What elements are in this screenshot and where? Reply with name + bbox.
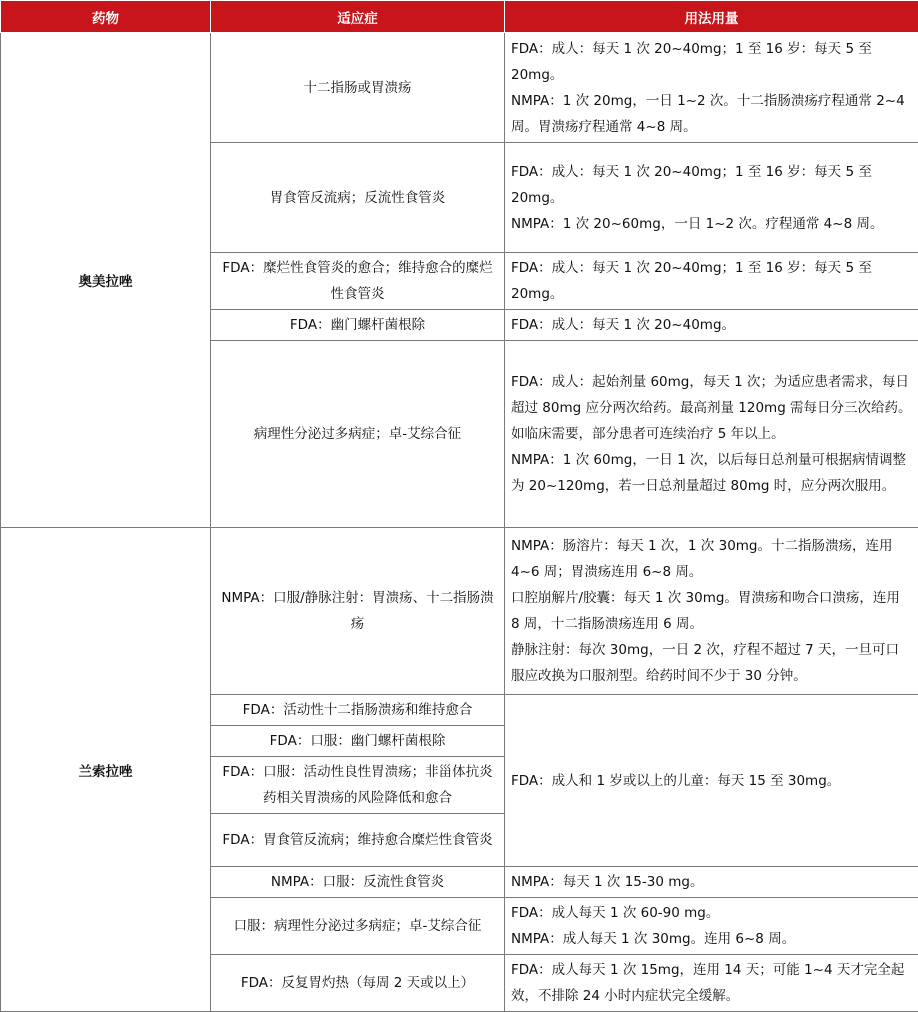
dosage-cell bbox=[505, 867, 918, 898]
header-dosage: 用法用量 bbox=[505, 1, 918, 33]
indication-cell: NMPA：口服：反流性食管炎 bbox=[211, 867, 505, 898]
indication-cell: 胃食管反流病；反流性食管炎 bbox=[211, 143, 505, 253]
dosage-line: NMPA：1 次 60mg，一日 1 次，以后每日总剂量可根据病情调整为 20~120mg，若一日总剂量超过 80mg 时，应分两次服用。 bbox=[511, 447, 912, 499]
dosage-line: NMPA：每天 1 次 15-30 mg。 bbox=[511, 869, 912, 895]
dosage-line: FDA：成人每天 1 次 15mg，连用 14 天；可能 1~4 天才完全起效，不排除 24 小时内症状完全缓解。 bbox=[511, 957, 912, 1009]
dosage-cell bbox=[505, 33, 918, 143]
dosage-cell bbox=[505, 310, 918, 341]
indication-cell: FDA：糜烂性食管炎的愈合；维持愈合的糜烂性食管炎 bbox=[211, 253, 505, 310]
dosage-line: FDA：成人：起始剂量 60mg，每天 1 次；为适应患者需求，每日超过 80mg 应分两次给药。最高剂量 120mg 需每日分三次给药。如临床需要，部分患者可连续治疗 5 年以上。 bbox=[511, 369, 912, 447]
dosage-line: FDA：成人：每天 1 次 20~40mg。 bbox=[511, 312, 912, 338]
dosage-line: 静脉注射：每次 30mg，一日 2 次，疗程不超过 7 天，一旦可口服应改换为口服剂型。给药时间不少于 30 分钟。 bbox=[511, 637, 912, 689]
dosage-cell bbox=[505, 528, 918, 695]
indication-cell: FDA：幽门螺杆菌根除 bbox=[211, 310, 505, 341]
dosage-line: FDA：成人：每天 1 次 20~40mg；1 至 16 岁：每天 5 至 20mg。 bbox=[511, 255, 912, 307]
dosage-cell bbox=[505, 898, 918, 955]
indication-cell: NMPA：口服/静脉注射：胃溃疡、十二指肠溃疡 bbox=[211, 528, 505, 695]
drug-name-lansoprazole: 兰索拉唑 bbox=[1, 528, 211, 1012]
header-indication: 适应症 bbox=[211, 1, 505, 33]
dosage-cell bbox=[505, 341, 918, 528]
indication-cell: 十二指肠或胃溃疡 bbox=[211, 33, 505, 143]
indication-cell: 病理性分泌过多病症；卓-艾综合征 bbox=[211, 341, 505, 528]
dosage-line: 口腔崩解片/胶囊：每天 1 次 30mg。胃溃疡和吻合口溃疡，连用 8 周，十二指肠溃疡连用 6 周。 bbox=[511, 585, 912, 637]
shared-dosage-cell: FDA：成人和 1 岁或以上的儿童：每天 15 至 30mg。 bbox=[505, 695, 918, 867]
indication-cell: FDA：反复胃灼热（每周 2 天或以上） bbox=[211, 955, 505, 1012]
table-row bbox=[1, 528, 918, 695]
drug-name-omeprazole: 奥美拉唑 bbox=[1, 33, 211, 528]
dosage-line: NMPA：1 次 20mg，一日 1~2 次。十二指肠溃疡疗程通常 2~4 周。胃溃疡疗程通常 4~8 周。 bbox=[511, 88, 912, 140]
dosage-cell bbox=[505, 253, 918, 310]
dosage-cell bbox=[505, 143, 918, 253]
header-row bbox=[1, 1, 918, 33]
header-drug: 药物 bbox=[1, 1, 211, 33]
dosage-line: FDA：成人每天 1 次 60-90 mg。 bbox=[511, 900, 912, 926]
dosage-line: FDA：成人：每天 1 次 20~40mg；1 至 16 岁：每天 5 至 20mg。 bbox=[511, 159, 912, 211]
indication-cell: FDA：口服：活动性良性胃溃疡；非甾体抗炎药相关胃溃疡的风险降低和愈合 bbox=[211, 757, 505, 814]
dosage-line: NMPA：肠溶片：每天 1 次，1 次 30mg。十二指肠溃疡，连用 4~6 周；胃溃疡连用 6~8 周。 bbox=[511, 533, 912, 585]
table-row bbox=[1, 33, 918, 143]
dosage-line: NMPA：1 次 20~60mg，一日 1~2 次。疗程通常 4~8 周。 bbox=[511, 211, 912, 237]
dosage-cell bbox=[505, 955, 918, 1012]
indication-cell: FDA：口服：幽门螺杆菌根除 bbox=[211, 726, 505, 757]
indication-cell: 口服：病理性分泌过多病症；卓-艾综合征 bbox=[211, 898, 505, 955]
dosage-line: FDA：成人：每天 1 次 20~40mg；1 至 16 岁：每天 5 至 20mg。 bbox=[511, 36, 912, 88]
indication-cell: FDA：活动性十二指肠溃疡和维持愈合 bbox=[211, 695, 505, 726]
dosage-line: NMPA：成人每天 1 次 30mg。连用 6~8 周。 bbox=[511, 926, 912, 952]
indication-cell: FDA：胃食管反流病；维持愈合糜烂性食管炎 bbox=[211, 814, 505, 867]
